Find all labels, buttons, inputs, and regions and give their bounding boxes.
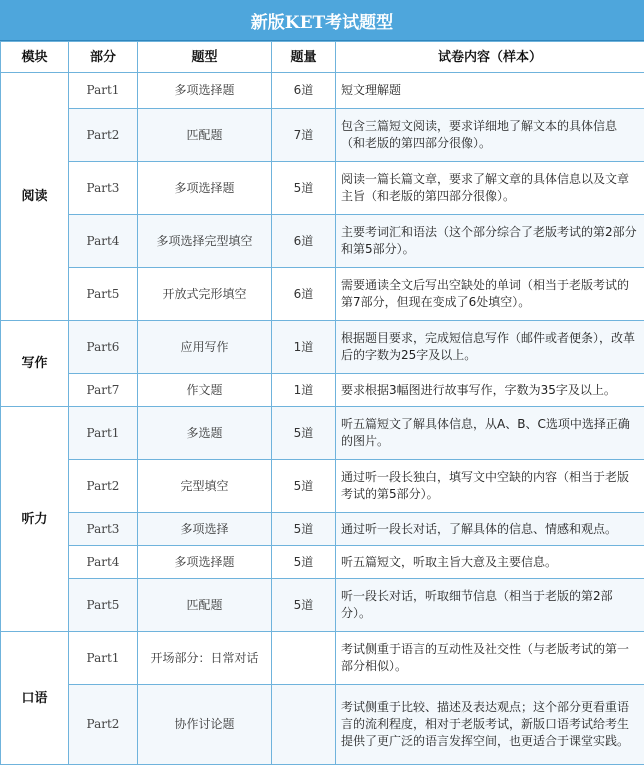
count-cell: 5道 (272, 162, 336, 215)
count-cell: 1道 (272, 321, 336, 374)
table-row (1, 579, 644, 632)
content-cell: 听五篇短文，听取主旨大意及主要信息。 (336, 546, 644, 579)
count-cell: 5道 (272, 407, 336, 460)
count-cell: 5道 (272, 513, 336, 546)
header-count: 题量 (272, 42, 336, 73)
header-content: 试卷内容（样本） (336, 42, 644, 73)
part-cell: Part5 (69, 268, 138, 321)
header-type: 题型 (138, 42, 272, 73)
part-cell: Part4 (69, 215, 138, 268)
count-cell: 5道 (272, 579, 336, 632)
part-cell: Part2 (69, 109, 138, 162)
type-cell: 多选题 (138, 407, 272, 460)
type-cell: 应用写作 (138, 321, 272, 374)
table-row (1, 460, 644, 513)
count-cell (272, 632, 336, 685)
table-row (1, 685, 644, 765)
module-listening: 听力 (1, 407, 69, 632)
type-cell: 协作讨论题 (138, 685, 272, 765)
part-cell: Part1 (69, 632, 138, 685)
content-cell: 考试侧重于语言的互动性及社交性（与老版考试的第一部分相似）。 (336, 632, 644, 685)
type-cell: 多项选择完型填空 (138, 215, 272, 268)
content-cell: 听五篇短文了解具体信息，从A、B、C选项中选择正确的图片。 (336, 407, 644, 460)
type-cell: 开场部分：日常对话 (138, 632, 272, 685)
count-cell (272, 685, 336, 765)
type-cell: 完型填空 (138, 460, 272, 513)
type-cell: 多项选择 (138, 513, 272, 546)
part-cell: Part2 (69, 460, 138, 513)
table-row (1, 109, 644, 162)
count-cell: 5道 (272, 546, 336, 579)
module-speaking: 口语 (1, 632, 69, 765)
type-cell: 多项选择题 (138, 162, 272, 215)
part-cell: Part5 (69, 579, 138, 632)
table-row (1, 632, 644, 685)
content-cell: 短文理解题 (336, 73, 644, 109)
count-cell: 6道 (272, 215, 336, 268)
count-cell: 1道 (272, 374, 336, 407)
type-cell: 多项选择题 (138, 73, 272, 109)
type-cell: 匹配题 (138, 109, 272, 162)
count-cell: 6道 (272, 268, 336, 321)
type-cell: 作文题 (138, 374, 272, 407)
exam-format-table (0, 41, 644, 765)
content-cell: 要求根据3幅图进行故事写作，字数为35字及以上。 (336, 374, 644, 407)
count-cell: 5道 (272, 460, 336, 513)
table-row (1, 268, 644, 321)
header-row (1, 42, 644, 73)
part-cell: Part3 (69, 513, 138, 546)
content-cell: 听一段长对话，听取细节信息（相当于老版的第2部分）。 (336, 579, 644, 632)
part-cell: Part7 (69, 374, 138, 407)
content-cell: 包含三篇短文阅读，要求详细地了解文本的具体信息（和老版的第四部分很像）。 (336, 109, 644, 162)
content-cell: 需要通读全文后写出空缺处的单词（相当于老版考试的第7部分，但现在变成了6处填空）。 (336, 268, 644, 321)
table-title: 新版KET考试题型 (0, 0, 644, 41)
table-row (1, 546, 644, 579)
header-module: 模块 (1, 42, 69, 73)
table-row (1, 73, 644, 109)
part-cell: Part4 (69, 546, 138, 579)
table-row (1, 321, 644, 374)
count-cell: 7道 (272, 109, 336, 162)
table-row (1, 513, 644, 546)
table-row (1, 374, 644, 407)
module-writing: 写作 (1, 321, 69, 407)
type-cell: 多项选择题 (138, 546, 272, 579)
content-cell: 考试侧重于比较、描述及表达观点；这个部分更看重语言的流利程度，相对于老版考试，新版口语考试给考生提供了更广泛的语言发挥空间，也更适合于课堂实践。 (336, 685, 644, 765)
table-row (1, 407, 644, 460)
table-row (1, 162, 644, 215)
type-cell: 开放式完形填空 (138, 268, 272, 321)
content-cell: 通过听一段长对话，了解具体的信息、情感和观点。 (336, 513, 644, 546)
part-cell: Part2 (69, 685, 138, 765)
content-cell: 阅读一篇长篇文章，要求了解文章的具体信息以及文章主旨（和老版的第四部分很像）。 (336, 162, 644, 215)
content-cell: 根据题目要求，完成短信息写作（邮件或者便条），改革后的字数为25字及以上。 (336, 321, 644, 374)
type-cell: 匹配题 (138, 579, 272, 632)
part-cell: Part3 (69, 162, 138, 215)
module-reading: 阅读 (1, 73, 69, 321)
content-cell: 主要考词汇和语法（这个部分综合了老版考试的第2部分和第5部分）。 (336, 215, 644, 268)
table-row (1, 215, 644, 268)
count-cell: 6道 (272, 73, 336, 109)
part-cell: Part1 (69, 73, 138, 109)
content-cell: 通过听一段长独白，填写文中空缺的内容（相当于老版考试的第5部分）。 (336, 460, 644, 513)
part-cell: Part6 (69, 321, 138, 374)
part-cell: Part1 (69, 407, 138, 460)
header-part: 部分 (69, 42, 138, 73)
